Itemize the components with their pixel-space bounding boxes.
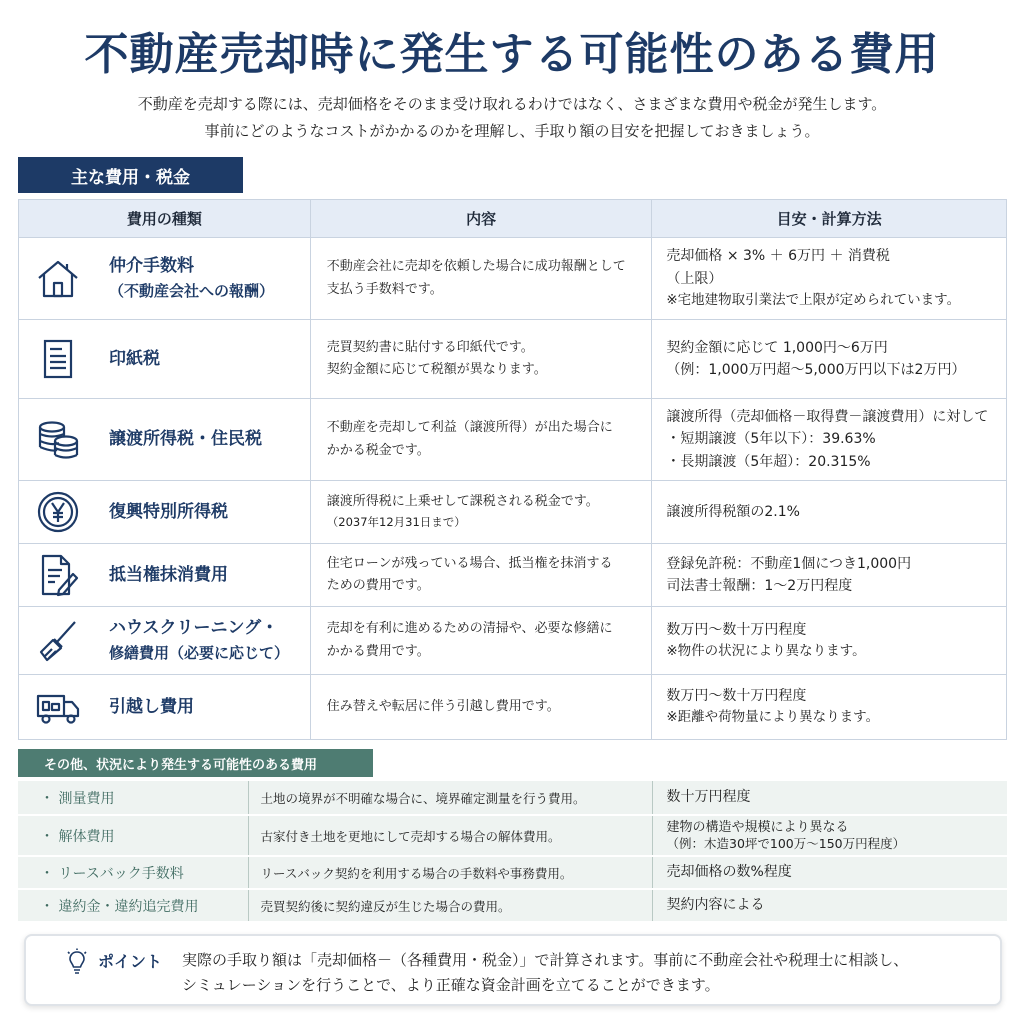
other-name: ・ 測量費用 — [18, 780, 248, 815]
cost-calc-1: 売却価格 × 3% ＋ 6万円 ＋ 消費税 — [666, 248, 890, 265]
cost-desc-2: （2037年12月31日まで） — [326, 515, 466, 530]
cost-name-sub: （不動産会社への報酬） — [109, 281, 275, 300]
other-desc: 古家付き土地を更地にして売却する場合の解体費用。 — [248, 815, 652, 856]
table-row — [19, 607, 1007, 675]
cost-desc-1: 不動産を売却して利益（譲渡所得）が出た場合に — [326, 420, 613, 436]
point-line-2: シミュレーションを行うことで、より正確な資金計画を立てることができます。 — [182, 975, 720, 994]
cost-desc-1: 譲渡所得税に上乗せして課税される税金です。 — [326, 494, 599, 510]
cost-calc-1: 譲渡所得税額の2.1% — [666, 503, 800, 520]
table-row — [19, 399, 1007, 481]
other-desc: リースバック契約を利用する場合の手数料や事務費用。 — [248, 856, 652, 889]
cost-desc-2: かかる費用です。 — [326, 643, 430, 659]
cost-desc-1: 売買契約書に貼付する印紙代です。 — [326, 339, 534, 355]
cost-name: 引越し費用 — [109, 696, 194, 717]
cost-name: 仲介手数料 — [109, 255, 194, 276]
cost-calc-2: （上限） — [666, 270, 723, 287]
section-label: 主な費用・税金 — [18, 157, 243, 193]
point-label: ポイント — [98, 952, 163, 971]
coins-icon — [35, 417, 81, 463]
cost-calc-2: （例：1,000万円超〜5,000万円以下は2万円） — [666, 362, 966, 378]
cost-desc-1: 不動産会社に売却を依頼した場合に成功報酬として — [326, 259, 626, 275]
table-row — [18, 889, 1007, 922]
other-calc: 数十万円程度 — [652, 780, 1007, 815]
header-content: 内容 — [310, 200, 652, 238]
header-cost-type: 費用の種類 — [19, 200, 311, 238]
table-header-row — [19, 200, 1007, 238]
cost-calc-1: 譲渡所得（売却価格－取得費－譲渡費用）に対して — [666, 408, 989, 425]
point-line-1: 実際の手取り額は「売却価格－（各種費用・税金）」で計算されます。事前に不動産会社や税理士に相談し、 — [182, 951, 909, 969]
other-cost-table — [18, 779, 1007, 923]
cost-name: 譲渡所得税・住民税 — [109, 429, 262, 450]
cost-calc-2: ※物件の状況により異なります。 — [666, 642, 866, 659]
cost-calc-2: 司法書士報酬：1〜2万円程度 — [666, 578, 853, 594]
cost-calc-2: ※距離や荷物量により異なります。 — [666, 709, 880, 726]
table-row — [19, 481, 1007, 544]
document-icon — [35, 336, 81, 382]
point-box — [24, 934, 1002, 1006]
cost-desc-1: 住み替えや転居に伴う引越し費用です。 — [326, 698, 560, 714]
cost-desc-2: 支払う手数料です。 — [326, 281, 443, 297]
page-title: 不動産売却時に発生する可能性のある費用 — [84, 29, 940, 80]
document-pen-icon — [35, 552, 81, 598]
cost-calc-3: ※宅地建物取引業法で上限が定められています。 — [666, 292, 961, 309]
other-name: ・ 違約金・違約追完費用 — [18, 889, 248, 922]
main-cost-table — [18, 199, 1007, 740]
lightbulb-icon — [66, 948, 88, 974]
table-row — [19, 238, 1007, 320]
other-calc: 売却価格の数%程度 — [652, 856, 1007, 889]
cost-desc-2: ための費用です。 — [326, 578, 430, 593]
other-calc: 契約内容による — [652, 889, 1007, 922]
other-name: ・ 解体費用 — [18, 815, 248, 856]
cost-name: ハウスクリーニング・ — [109, 617, 279, 638]
cost-calc-1: 契約金額に応じて 1,000円〜6万円 — [666, 339, 888, 356]
cost-name-sub: 修繕費用（必要に応じて） — [109, 643, 290, 662]
cost-desc-2: かかる税金です。 — [326, 442, 430, 458]
header-calculation: 目安・計算方法 — [652, 200, 1007, 238]
intro-line-1: 不動産を売却する際には、売却価格をそのまま受け取れるわけではなく、さまざまな費用や税金が発生します。 — [137, 95, 887, 113]
intro-line-2: 事前にどのようなコストがかかるのかを理解し、手取り額の目安を把握しておきましょう。 — [204, 122, 820, 140]
cost-name: 抵当権抹消費用 — [109, 564, 228, 585]
yen-icon — [35, 489, 81, 535]
other-section-label: その他、状況により発生する可能性のある費用 — [18, 749, 373, 777]
table-row — [19, 320, 1007, 399]
cost-desc-2: 契約金額に応じて税額が異なります。 — [326, 362, 547, 377]
other-name: ・ リースバック手数料 — [18, 856, 248, 889]
table-row — [18, 780, 1007, 815]
table-row — [18, 815, 1007, 856]
other-desc: 土地の境界が不明確な場合に、境界確定測量を行う費用。 — [248, 780, 652, 815]
cost-desc-1: 住宅ローンが残っている場合、抵当権を抹消する — [326, 555, 613, 571]
cost-calc-1: 登録免許税：不動産1個につき1,000円 — [666, 555, 912, 572]
house-icon — [35, 256, 81, 302]
cost-calc-2: ・短期譲渡（5年以下）：39.63% — [666, 431, 876, 448]
truck-icon — [35, 684, 81, 730]
cost-calc-1: 数万円〜数十万円程度 — [666, 621, 807, 638]
other-calc-note: （例：木造30坪で100万〜150万円程度） — [666, 835, 906, 851]
table-row — [19, 544, 1007, 607]
cost-desc-1: 売却を有利に進めるための清掃や、必要な修繕に — [326, 621, 613, 637]
other-calc: 建物の構造や規模により異なる — [666, 819, 849, 835]
cost-calc-1: 数万円〜数十万円程度 — [666, 688, 807, 704]
other-desc: 売買契約後に契約違反が生じた場合の費用。 — [248, 889, 652, 922]
table-row — [18, 856, 1007, 889]
cost-name: 復興特別所得税 — [109, 501, 228, 522]
cost-calc-3: ・長期譲渡（5年超）：20.315% — [666, 453, 871, 470]
broom-icon — [35, 618, 81, 664]
cost-name: 印紙税 — [109, 348, 160, 369]
table-row — [19, 675, 1007, 740]
